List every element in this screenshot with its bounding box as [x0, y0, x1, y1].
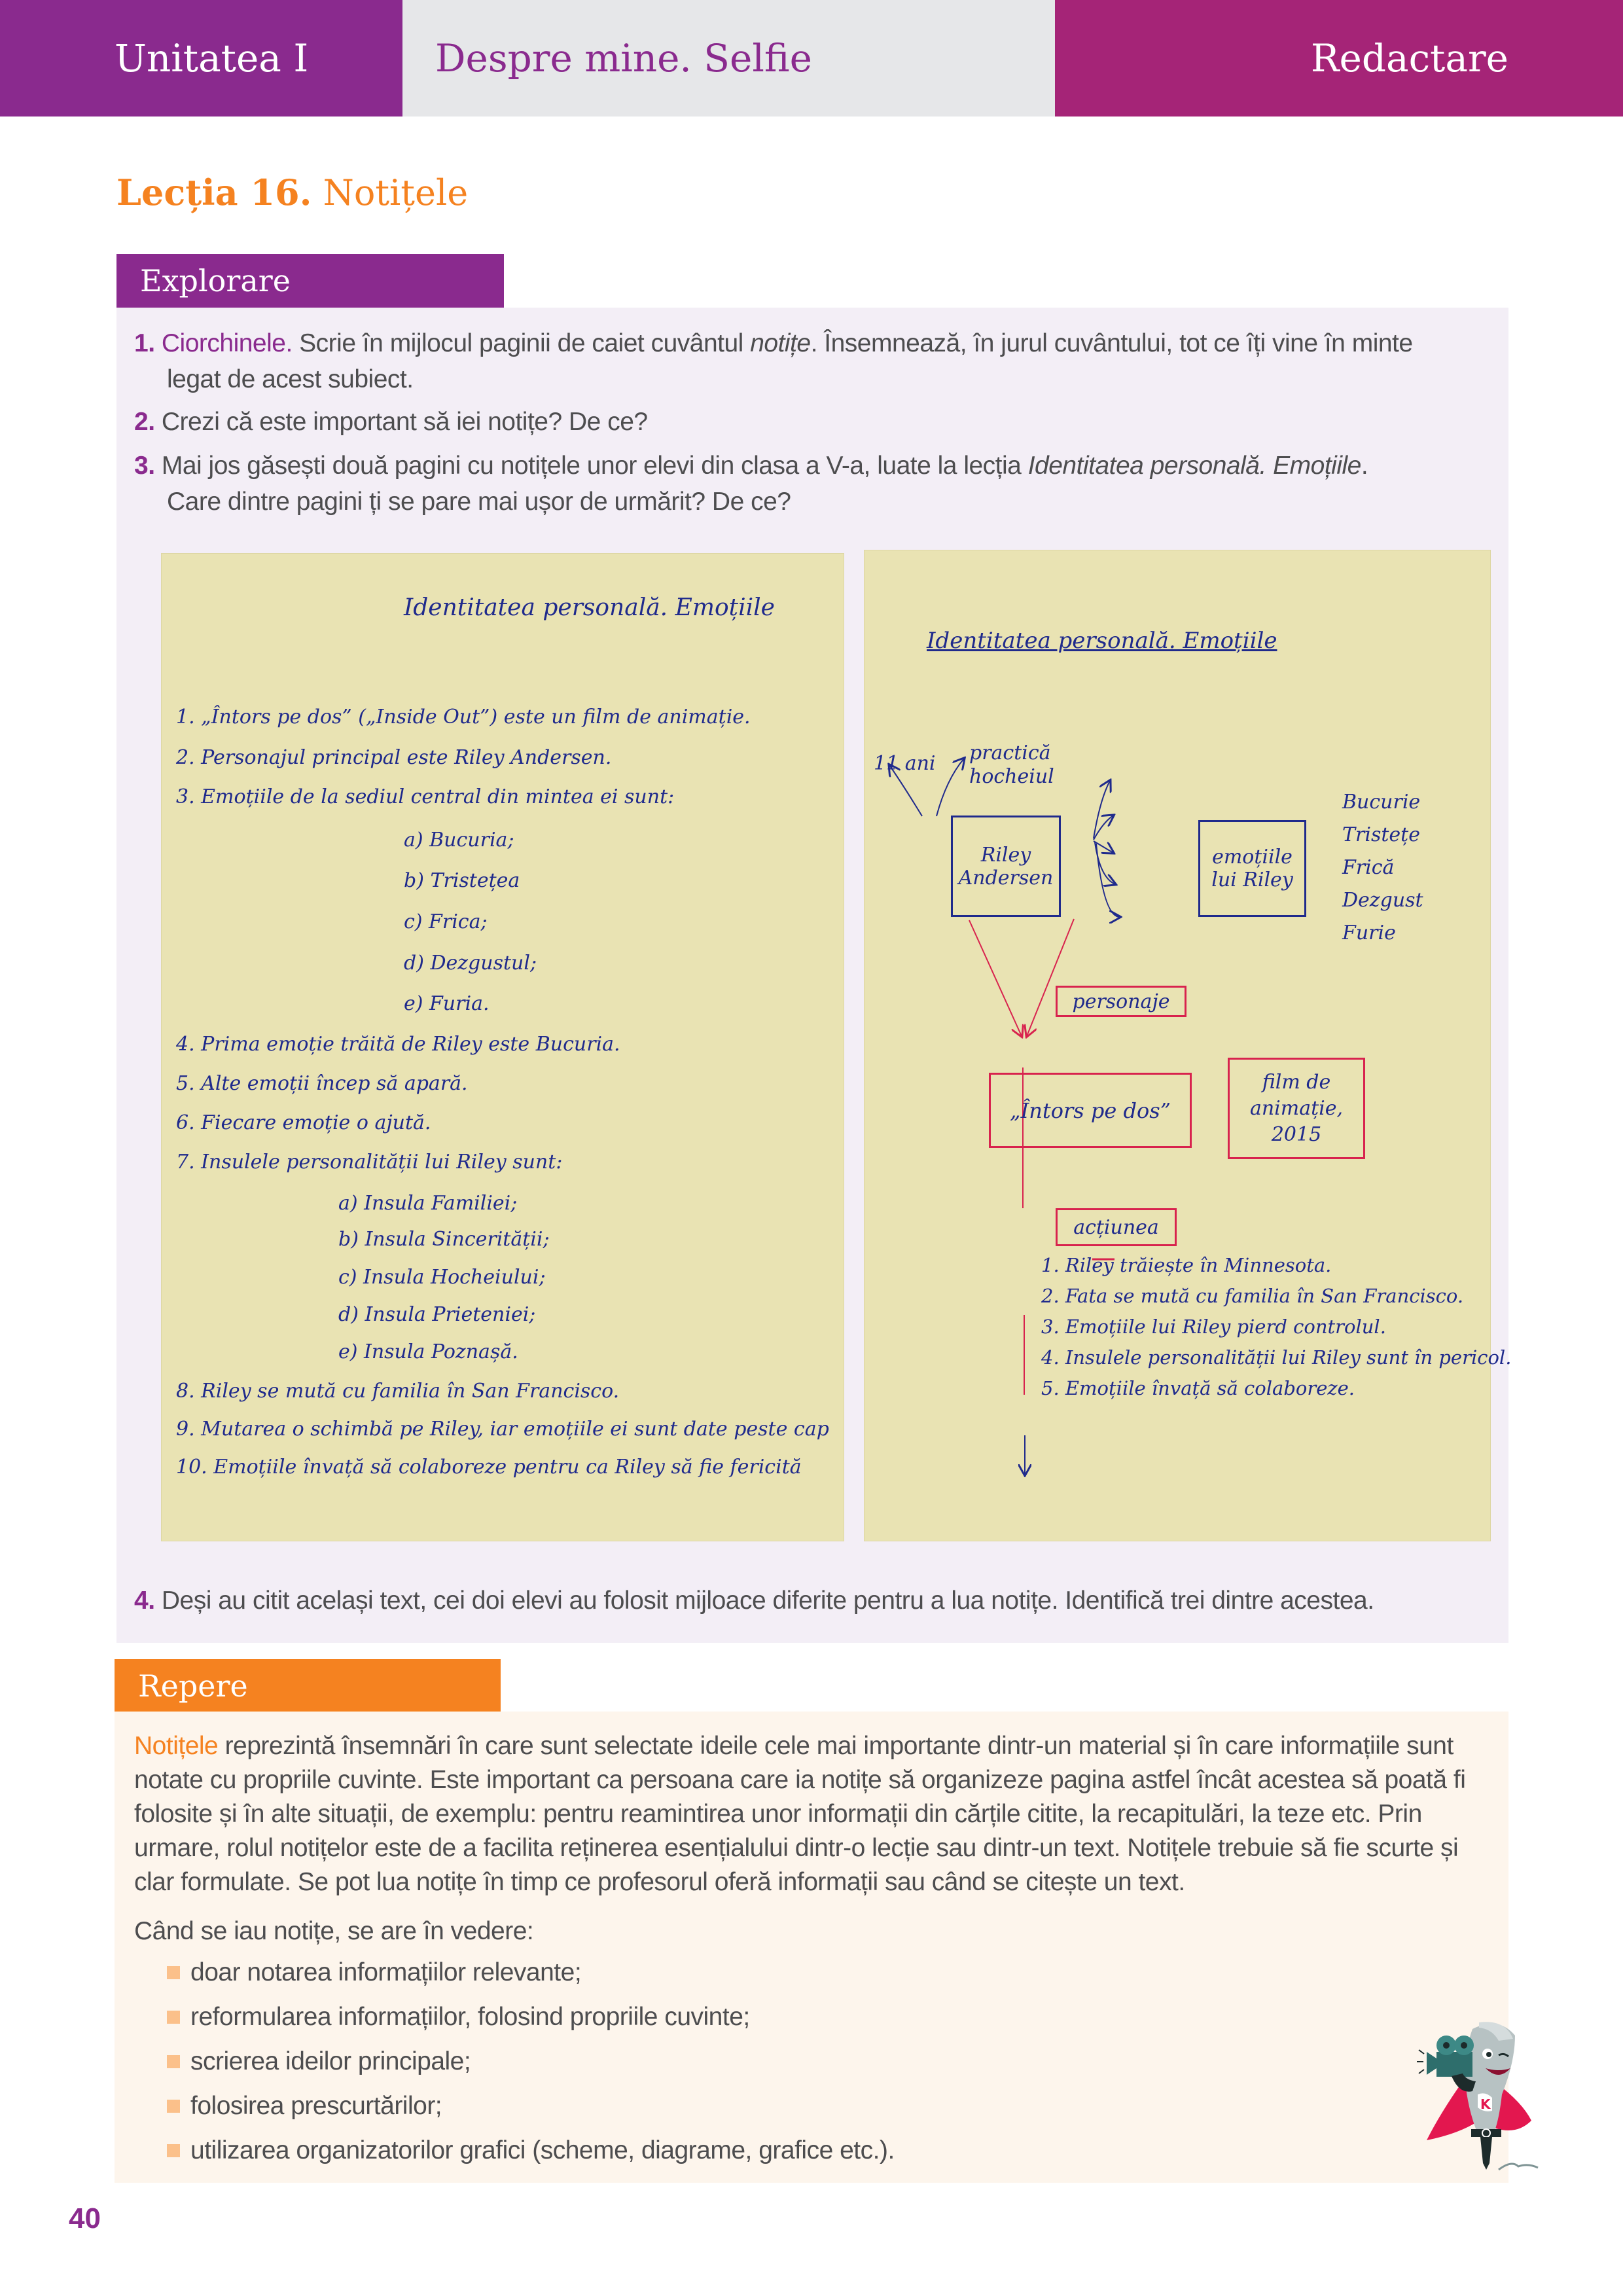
- bullet-text: folosirea prescurtărilor;: [190, 2092, 442, 2120]
- note-subitem: e) Insula Poznașă.: [338, 1340, 518, 1363]
- box-label: Riley Andersen: [958, 843, 1054, 889]
- handwritten-notes-list: [161, 553, 844, 1541]
- action-line: 1. Riley trăiește în Minnesota.: [1041, 1254, 1332, 1276]
- arrow-hobby: [936, 759, 964, 816]
- box-riley-andersen: [951, 816, 1061, 917]
- square-bullet-icon: [167, 2100, 180, 2113]
- bullet-text: reformularea informațiilor, folosind propriile cuvinte;: [190, 2003, 750, 2031]
- question-1: [134, 325, 1495, 397]
- section-text: Redactare: [1310, 36, 1508, 81]
- bullet-text: doar notarea informațiilor relevante;: [190, 1958, 582, 1986]
- question-number: 1.: [134, 329, 155, 357]
- repere-paragraph: [134, 1729, 1495, 1899]
- action-line: 5. Emoțiile învață să colaboreze.: [1041, 1377, 1355, 1399]
- note-line: 7. Insulele personalității lui Riley sunt:: [176, 1151, 563, 1174]
- arrow-emotion-5: [1096, 844, 1120, 917]
- lesson-name: Notițele: [312, 172, 469, 213]
- box-characters: [1056, 986, 1186, 1017]
- diagram-emotion: Frică: [1342, 856, 1395, 879]
- note-subitem: c) Insula Hocheiului;: [338, 1266, 546, 1289]
- topic-text: Despre mine. Selfie: [435, 36, 812, 81]
- note-line: 1. „Întors pe dos” („Inside Out”) este un film de animație.: [176, 706, 751, 728]
- diagram-age: 11 ani: [874, 752, 936, 775]
- note-line: 8. Riley se mută cu familia în San Francisco.: [176, 1380, 620, 1403]
- bullet-item: [167, 2084, 895, 2128]
- pen-mascot-camera-icon: [1400, 2003, 1551, 2173]
- diagram-hobby: practică hocheiul: [969, 742, 1054, 788]
- topic-label: [402, 0, 1055, 117]
- question-text: . Însemnează, în jurul cuvântului, tot ce îți vine în minte: [810, 329, 1413, 357]
- question-number: 2.: [134, 408, 155, 436]
- note-line: 3. Emoțiile de la sediul central din mintea ei sunt:: [176, 785, 675, 808]
- box-label: emoțiile lui Riley: [1211, 846, 1293, 891]
- question-text: Care dintre pagini ți se pare mai ușor de urmărit? De ce?: [167, 488, 791, 516]
- arrow-riley-to-characters: [969, 920, 1022, 1036]
- arrow-emotions-to-characters: [1027, 919, 1074, 1036]
- question-text: Crezi că este important să iei notițe? De ce?: [161, 408, 648, 436]
- diagram-emotion: Dezgust: [1342, 889, 1423, 912]
- note-subitem: d) Insula Prieteniei;: [338, 1303, 536, 1326]
- box-label: film de animație, 2015: [1249, 1070, 1344, 1146]
- question-4: [134, 1583, 1495, 1619]
- bullet-text: scrierea ideilor principale;: [190, 2047, 471, 2075]
- note-subitem: e) Furia.: [404, 992, 490, 1015]
- question-text: Deși au citit același text, cei doi elevi au folosit mijloace diferite pentru a lua notițe. Identifică trei dintre acestea.: [161, 1587, 1374, 1615]
- question-text: legat de acest subiect.: [167, 365, 414, 393]
- arrow-emotion-1: [1094, 781, 1110, 838]
- note-line: 6. Fiecare emoție o ajută.: [176, 1111, 431, 1134]
- question-lead: Ciorchinele.: [161, 329, 293, 357]
- explorare-heading-text: Explorare: [140, 263, 291, 298]
- square-bullet-icon: [167, 1966, 180, 1979]
- bullet-item: [167, 2039, 895, 2084]
- question-number: 4.: [134, 1587, 155, 1615]
- square-bullet-icon: [167, 2144, 180, 2157]
- handwritten-notes-diagram: [864, 550, 1512, 1541]
- diagram-emotion: Furie: [1342, 922, 1396, 944]
- action-line: 3. Emoțiile lui Riley pierd controlul.: [1041, 1316, 1386, 1338]
- diagram-emotion: Tristețe: [1342, 823, 1420, 846]
- note-subitem: c) Frica;: [404, 910, 488, 933]
- unit-label: [0, 0, 402, 117]
- lesson-title: [116, 171, 468, 213]
- repere-keyword: Notițele: [134, 1732, 219, 1760]
- question-text: Scrie în mijlocul paginii de caiet cuvântul: [292, 329, 751, 357]
- note-subitem: b) Insula Sincerității;: [338, 1228, 550, 1251]
- note-line: 4. Prima emoție trăită de Riley este Bucuria.: [176, 1033, 620, 1056]
- note-line: 9. Mutarea o schimbă pe Riley, iar emoțiile ei sunt date peste cap: [176, 1418, 829, 1441]
- bullet-item: [167, 1950, 895, 1995]
- page-number: 40: [69, 2202, 101, 2234]
- question-text: Mai jos găsești două pagini cu notițele unor elevi din clasa a V-a, luate la lecția: [161, 452, 1028, 480]
- explorare-heading: [116, 254, 504, 308]
- box-riley-emotions: [1198, 820, 1306, 917]
- bullet-text: utilizarea organizatorilor grafici (scheme, diagrame, grafice etc.).: [190, 2136, 895, 2164]
- note-subitem: b) Tristețea: [404, 869, 520, 892]
- square-bullet-icon: [167, 2011, 180, 2024]
- unit-text: Unitatea I: [115, 36, 309, 81]
- question-text: .: [1361, 452, 1368, 480]
- note-title: Identitatea personală. Emoțiile: [404, 594, 775, 621]
- note-line: 5. Alte emoții încep să apară.: [176, 1072, 468, 1095]
- box-label: acțiunea: [1073, 1215, 1159, 1239]
- diagram-emotion: Bucurie: [1342, 791, 1421, 814]
- note-subitem: a) Insula Familiei;: [338, 1192, 518, 1215]
- repere-intro: Când se iau notițe, se are în vedere:: [134, 1917, 534, 1945]
- repere-heading: [115, 1659, 501, 1713]
- question-2: [134, 404, 1495, 440]
- lesson-number: Lecția 16.: [116, 171, 312, 213]
- note-line: 2. Personajul principal este Riley Andersen.: [176, 746, 612, 769]
- action-line: 4. Insulele personalității lui Riley sunt în pericol.: [1041, 1346, 1512, 1369]
- square-bullet-icon: [167, 2055, 180, 2068]
- repere-bullet-list: [167, 1950, 895, 2173]
- arrow-emotion-2: [1094, 816, 1113, 840]
- question-number: 3.: [134, 452, 155, 480]
- note-subitem: a) Bucuria;: [404, 829, 514, 852]
- question-italic: Identitatea personală. Emoțiile: [1027, 452, 1361, 480]
- box-label: personaje: [1072, 990, 1170, 1013]
- bullet-item: [167, 2128, 895, 2173]
- repere-heading-text: Repere: [138, 1668, 248, 1704]
- svg-text:K: K: [1480, 2096, 1491, 2112]
- box-action: [1056, 1208, 1177, 1246]
- question-italic: notițe: [750, 329, 811, 357]
- box-film: [989, 1073, 1192, 1148]
- repere-paragraph-text: reprezintă însemnări în care sunt selectate ideile cele mai importante dintr-un material și în care informațiile sunt notate cu propriile cuvinte. Este important ca persoana care ia notițe să organizeze pagina astfel încât acestea să poată fi folosite și în alte situații, de exemplu: pentru reamintirea unor informații din cărțile citite, la recapitulări, la teze etc. Prin urmare, rolul notițelor este de a facilita reținerea esențialului dintr-o lecție sau dintr-un text. Notițele trebuie să fie scurte și clar formulate. Se pot lua notițe în timp ce profesorul oferă informații sau când se citește un text.: [134, 1732, 1466, 1896]
- action-line: 2. Fata se mută cu familia în San Francisco.: [1041, 1285, 1464, 1307]
- note-title: Identitatea personală. Emoțiile: [927, 628, 1277, 654]
- bullet-item: [167, 1995, 895, 2039]
- note-subitem: d) Dezgustul;: [404, 952, 537, 975]
- box-film-info: [1228, 1058, 1365, 1159]
- question-3: [134, 448, 1495, 520]
- section-label: [1055, 0, 1623, 117]
- box-label: „Întors pe dos”: [1010, 1098, 1171, 1123]
- note-line: 10. Emoțiile învață să colaboreze pentru ca Riley să fie fericită: [176, 1456, 802, 1479]
